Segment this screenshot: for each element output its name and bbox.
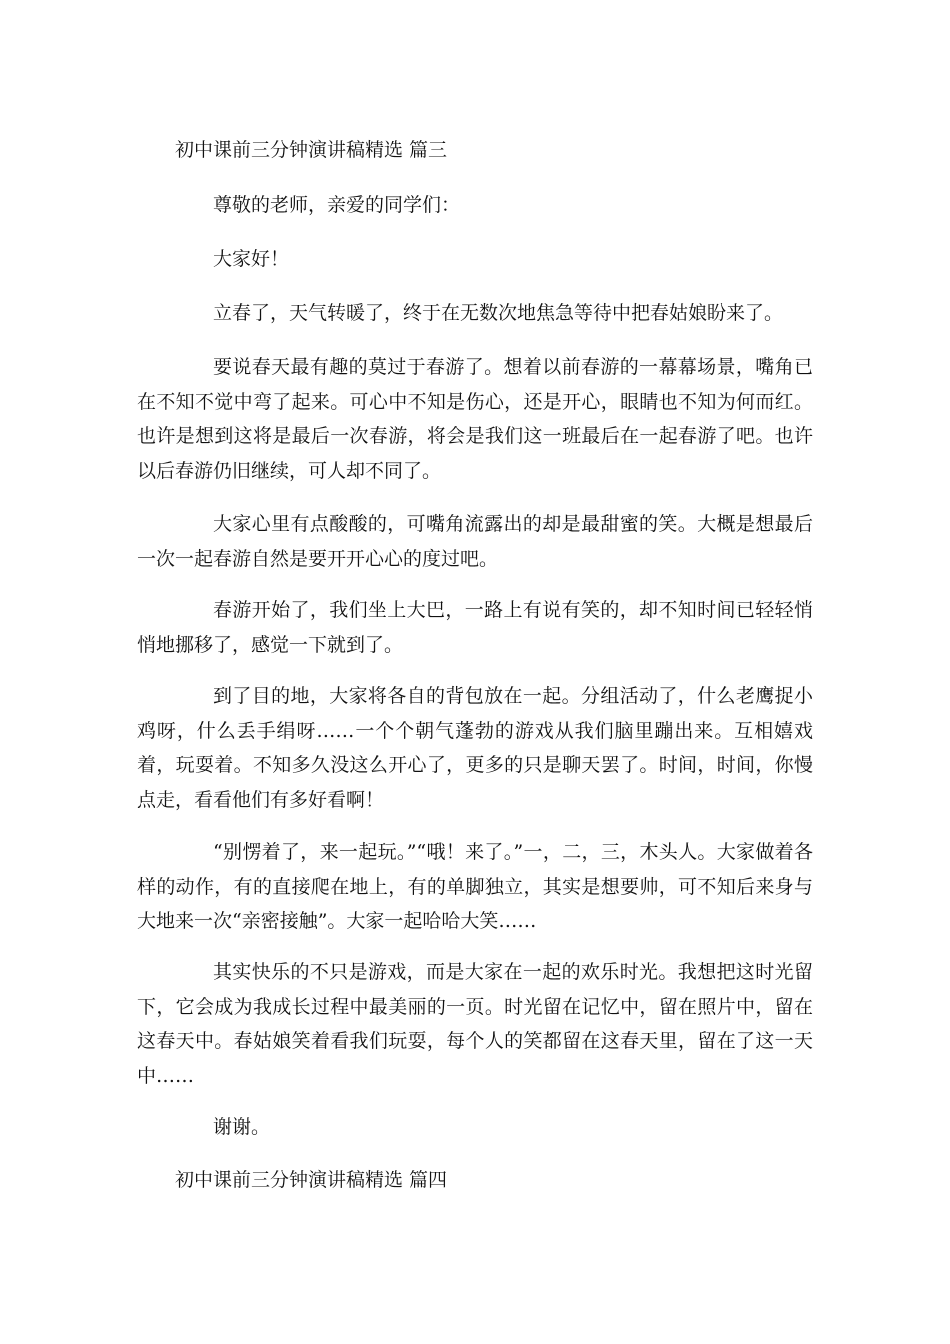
body-paragraph: 到了目的地，大家将各自的背包放在一起。分组活动了，什么老鹰捉小鸡呀，什么丢手绢呀……一个个朝气蓬勃的游戏从我们脑里蹦出来。互相嬉戏着，玩耍着。不知多久没这么开心了，更多的只是聊天罢了。时间，时间，你慢点走，看看他们有多好看啊！ <box>137 685 813 811</box>
salutation-paragraph: 尊敬的老师，亲爱的同学们： <box>213 194 461 216</box>
section-heading-part-4: 初中课前三分钟演讲稿精选 篇四 <box>175 1169 448 1191</box>
body-paragraph: “别愣着了，来一起玩。”“哦！来了。”一，二，三，木头人。大家做着各样的动作，有的直接爬在地上，有的单脚独立，其实是想要帅，可不知后来身与大地来一次“亲密接触”。大家一起哈哈大笑…… <box>137 841 813 932</box>
closing-paragraph: 谢谢。 <box>213 1116 271 1138</box>
body-paragraph: 大家心里有点酸酸的，可嘴角流露出的却是最甜蜜的笑。大概是想最后一次一起春游自然是要开开心心的度过吧。 <box>137 513 813 570</box>
body-paragraph: 春游开始了，我们坐上大巴，一路上有说有笑的，却不知时间已轻轻悄悄地挪移了，感觉一下就到了。 <box>137 599 813 656</box>
body-paragraph: 其实快乐的不只是游戏，而是大家在一起的欢乐时光。我想把这时光留下，它会成为我成长过程中最美丽的一页。时光留在记忆中，留在照片中，留在这春天中。春姑娘笑着看我们玩耍，每个人的笑都留在这春天里，留在了这一天中…… <box>137 961 813 1087</box>
greeting-paragraph: 大家好！ <box>213 248 290 270</box>
body-paragraph: 立春了，天气转暖了，终于在无数次地焦急等待中把春姑娘盼来了。 <box>213 302 784 324</box>
body-paragraph: 要说春天最有趣的莫过于春游了。想着以前春游的一幕幕场景，嘴角已在不知不觉中弯了起来。可心中不知是伤心，还是开心，眼睛也不知为何而红。也许是想到这将是最后一次春游，将会是我们这一班最后在一起春游了吧。也许以后春游仍旧继续，可人却不同了。 <box>137 356 813 482</box>
section-heading-part-3: 初中课前三分钟演讲稿精选 篇三 <box>175 139 448 161</box>
